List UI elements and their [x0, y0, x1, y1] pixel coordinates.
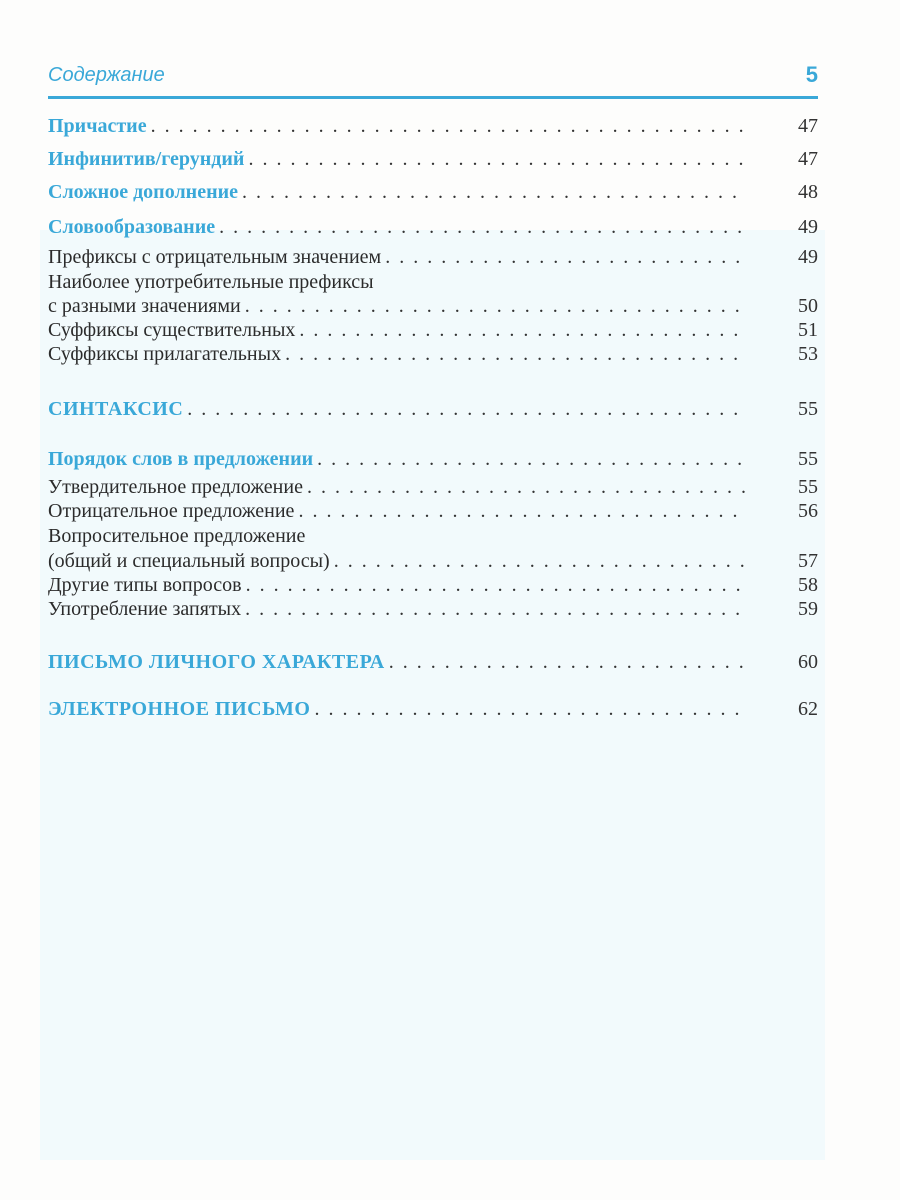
toc-entry-page: 56: [798, 500, 818, 522]
toc-entry: [48, 499, 818, 523]
toc-entry-title: Другие типы вопросов: [48, 574, 242, 596]
toc-entry-page: 51: [798, 319, 818, 341]
toc-entry-title: Отрицательное предложение: [48, 500, 295, 522]
page-number: 5: [805, 62, 818, 87]
toc-entry: [48, 573, 818, 597]
toc-entry: [48, 397, 818, 421]
toc-entry-page: 57: [798, 550, 818, 572]
toc-entry-page: 47: [798, 148, 818, 170]
toc-entry: [48, 294, 818, 318]
dot-leader: [314, 697, 745, 721]
toc-entry-page: 49: [798, 246, 818, 268]
toc-entry-title: Наиболее употребительные префиксы: [48, 271, 374, 293]
dot-leader: [246, 573, 745, 597]
toc-entry-page: 58: [798, 574, 818, 596]
dot-leader: [242, 180, 745, 204]
dot-leader: [219, 215, 745, 239]
toc-entry-title: ЭЛЕКТРОННОЕ ПИСЬМО: [48, 698, 311, 720]
toc-entry-page: 50: [798, 295, 818, 317]
toc-entry-title: (общий и специальный вопросы): [48, 550, 330, 572]
toc-entry-title: Утвердительное предложение: [48, 476, 303, 498]
toc-entry: [48, 245, 818, 269]
dot-leader: [385, 245, 745, 269]
toc-entry: [48, 318, 818, 342]
toc-entry-title: ПИСЬМО ЛИЧНОГО ХАРАКТЕРА: [48, 651, 385, 673]
toc-entry-title: Сложное дополнение: [48, 181, 238, 203]
toc-entry: [48, 270, 818, 294]
toc-entry: [48, 215, 818, 239]
toc-entry-page: 59: [798, 598, 818, 620]
dot-leader: [187, 397, 745, 421]
toc-entry-title: Суффиксы существительных: [48, 319, 296, 341]
toc-entry-title: Употребление запятых: [48, 598, 242, 620]
toc-entry-page: 49: [798, 216, 818, 238]
toc-entry: [48, 342, 818, 366]
dot-leader: [245, 597, 745, 621]
toc-entry: [48, 650, 818, 674]
toc-entry-title: СИНТАКСИС: [48, 398, 184, 420]
dot-leader: [151, 114, 745, 138]
toc-entry: [48, 114, 818, 138]
toc-entry-page: 55: [798, 398, 818, 420]
dot-leader: [285, 342, 745, 366]
toc-entry-page: 53: [798, 343, 818, 365]
dot-leader: [307, 475, 745, 499]
toc-entry: [48, 180, 818, 204]
toc-entry: [48, 549, 818, 573]
toc-entry-title: Инфинитив/герундий: [48, 148, 245, 170]
toc-entry-title: Суффиксы прилагательных: [48, 343, 282, 365]
dot-leader: [334, 549, 745, 573]
dot-leader: [389, 650, 745, 674]
toc-entry-title: с разными значениями: [48, 295, 241, 317]
toc-entry-page: 62: [798, 698, 818, 720]
dot-leader: [248, 147, 745, 171]
header-rule: [48, 96, 818, 99]
toc-entry: [48, 475, 818, 499]
toc-entry-page: 48: [798, 181, 818, 203]
toc-entry-page: 55: [798, 448, 818, 470]
toc-entry: [48, 447, 818, 471]
toc-entry-title: Вопросительное предложение: [48, 525, 306, 547]
toc-entry-page: 47: [798, 115, 818, 137]
toc-entry-page: 55: [798, 476, 818, 498]
toc-entry: [48, 147, 818, 171]
toc-entry: [48, 524, 818, 548]
bleed-through-background: [40, 230, 825, 1160]
dot-leader: [299, 318, 745, 342]
toc-entry: [48, 597, 818, 621]
running-header-title: Содержание: [48, 64, 165, 86]
toc-entry-page: 60: [798, 651, 818, 673]
dot-leader: [245, 294, 745, 318]
dot-leader: [298, 499, 745, 523]
toc-entry-title: Причастие: [48, 115, 147, 137]
toc-entry-title: Порядок слов в предложении: [48, 448, 314, 470]
toc-entry-title: Словообразование: [48, 216, 216, 238]
dot-leader: [317, 447, 745, 471]
toc-entry: [48, 697, 818, 721]
toc-entry-title: Префиксы с отрицательным значением: [48, 246, 382, 268]
